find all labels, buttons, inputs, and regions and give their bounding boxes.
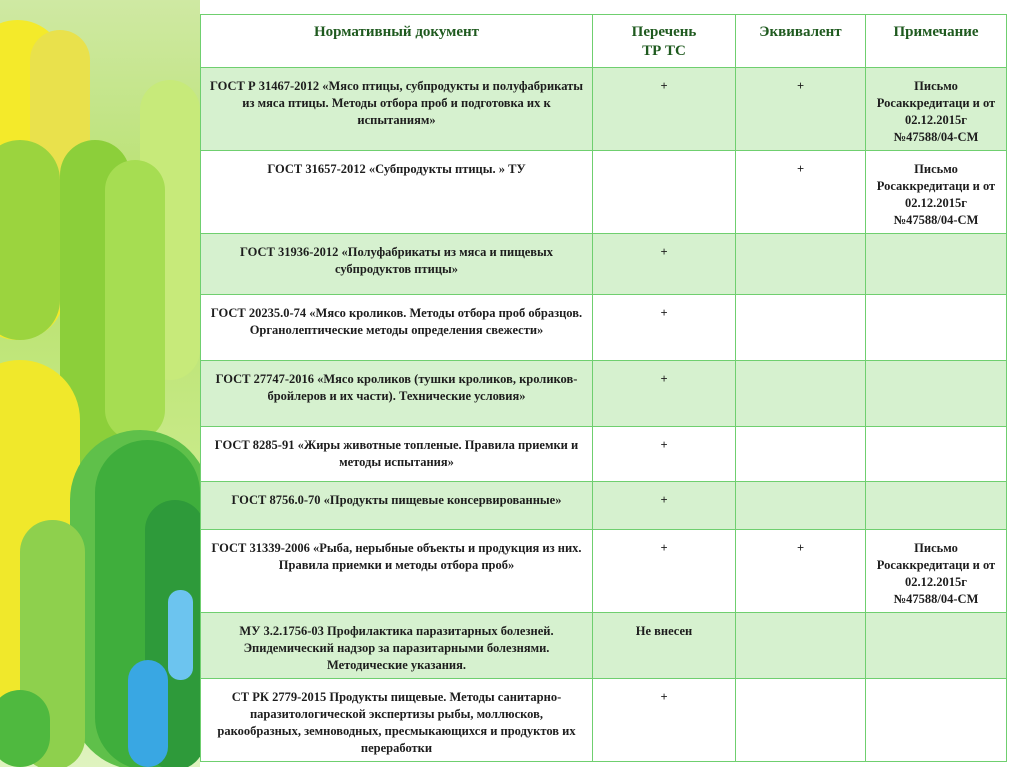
cell-list: + xyxy=(593,234,736,295)
cell-list: + xyxy=(593,68,736,151)
cell-equivalent: + xyxy=(736,68,866,151)
cell-equivalent xyxy=(736,427,866,482)
table-header-row xyxy=(201,15,1007,68)
cell-document: ГОСТ 31339-2006 «Рыба, нерыбные объекты и продукция из них. Правила приемки и методы отбора проб» xyxy=(201,530,593,613)
cell-note xyxy=(866,361,1007,427)
cell-list: Не внесен xyxy=(593,613,736,679)
table-row xyxy=(201,427,1007,482)
cell-document: ГОСТ 27747-2016 «Мясо кроликов (тушки кроликов, кроликов-бройлеров и их части). Технические условия» xyxy=(201,361,593,427)
table-row xyxy=(201,679,1007,762)
table-row xyxy=(201,295,1007,361)
table-row xyxy=(201,234,1007,295)
cell-list: + xyxy=(593,482,736,530)
cell-equivalent xyxy=(736,679,866,762)
table-row xyxy=(201,151,1007,234)
table-row xyxy=(201,361,1007,427)
cell-equivalent xyxy=(736,295,866,361)
cell-list: + xyxy=(593,427,736,482)
table-row xyxy=(201,68,1007,151)
cell-equivalent: + xyxy=(736,530,866,613)
cell-note xyxy=(866,234,1007,295)
cell-document: ГОСТ 31657-2012 «Субпродукты птицы. » ТУ xyxy=(201,151,593,234)
cell-document: СТ РК 2779-2015 Продукты пищевые. Методы санитарно-паразитологической экспертизы рыбы, моллюсков, ракообразных, земноводных, пресмыкающихся и продуктов их переработки xyxy=(201,679,593,762)
table-row xyxy=(201,530,1007,613)
header-equivalent: Эквивалент xyxy=(736,15,866,68)
cell-equivalent xyxy=(736,482,866,530)
cell-document: ГОСТ 8285-91 «Жиры животные топленые. Правила приемки и методы испытания» xyxy=(201,427,593,482)
header-document: Нормативный документ xyxy=(201,15,593,68)
cell-note xyxy=(866,482,1007,530)
header-note: Примечание xyxy=(866,15,1007,68)
cell-note xyxy=(866,295,1007,361)
cell-note: Письмо Росаккредитаци и от 02.12.2015г №47588/04-СМ xyxy=(866,530,1007,613)
cell-note xyxy=(866,613,1007,679)
cell-list: + xyxy=(593,530,736,613)
cell-list: + xyxy=(593,679,736,762)
cell-note: Письмо Росаккредитаци и от 02.12.2015г №47588/04-СМ xyxy=(866,68,1007,151)
cell-note xyxy=(866,427,1007,482)
cell-document: МУ 3.2.1756-03 Профилактика паразитарных болезней. Эпидемический надзор за паразитарными болезнями. Методические указания. xyxy=(201,613,593,679)
table-row xyxy=(201,613,1007,679)
cell-equivalent: + xyxy=(736,151,866,234)
cell-document: ГОСТ 8756.0-70 «Продукты пищевые консервированные» xyxy=(201,482,593,530)
cell-document: ГОСТ Р 31467-2012 «Мясо птицы, субпродукты и полуфабрикаты из мяса птицы. Методы отбора проб и подготовка их к испытаниям» xyxy=(201,68,593,151)
header-tr-ts-list: Перечень ТР ТС xyxy=(593,15,736,68)
cell-list: + xyxy=(593,361,736,427)
cell-equivalent xyxy=(736,361,866,427)
standards-table xyxy=(200,14,1006,755)
cell-note xyxy=(866,679,1007,762)
cell-equivalent xyxy=(736,613,866,679)
cell-note: Письмо Росаккредитаци и от 02.12.2015г №47588/04-СМ xyxy=(866,151,1007,234)
cell-document: ГОСТ 20235.0-74 «Мясо кроликов. Методы отбора проб образцов. Органолептические методы определения свежести» xyxy=(201,295,593,361)
table-row xyxy=(201,482,1007,530)
cell-list: + xyxy=(593,295,736,361)
cell-document: ГОСТ 31936-2012 «Полуфабрикаты из мяса и пищевых субпродуктов птицы» xyxy=(201,234,593,295)
decorative-sidebar xyxy=(0,0,200,767)
cell-list xyxy=(593,151,736,234)
cell-equivalent xyxy=(736,234,866,295)
